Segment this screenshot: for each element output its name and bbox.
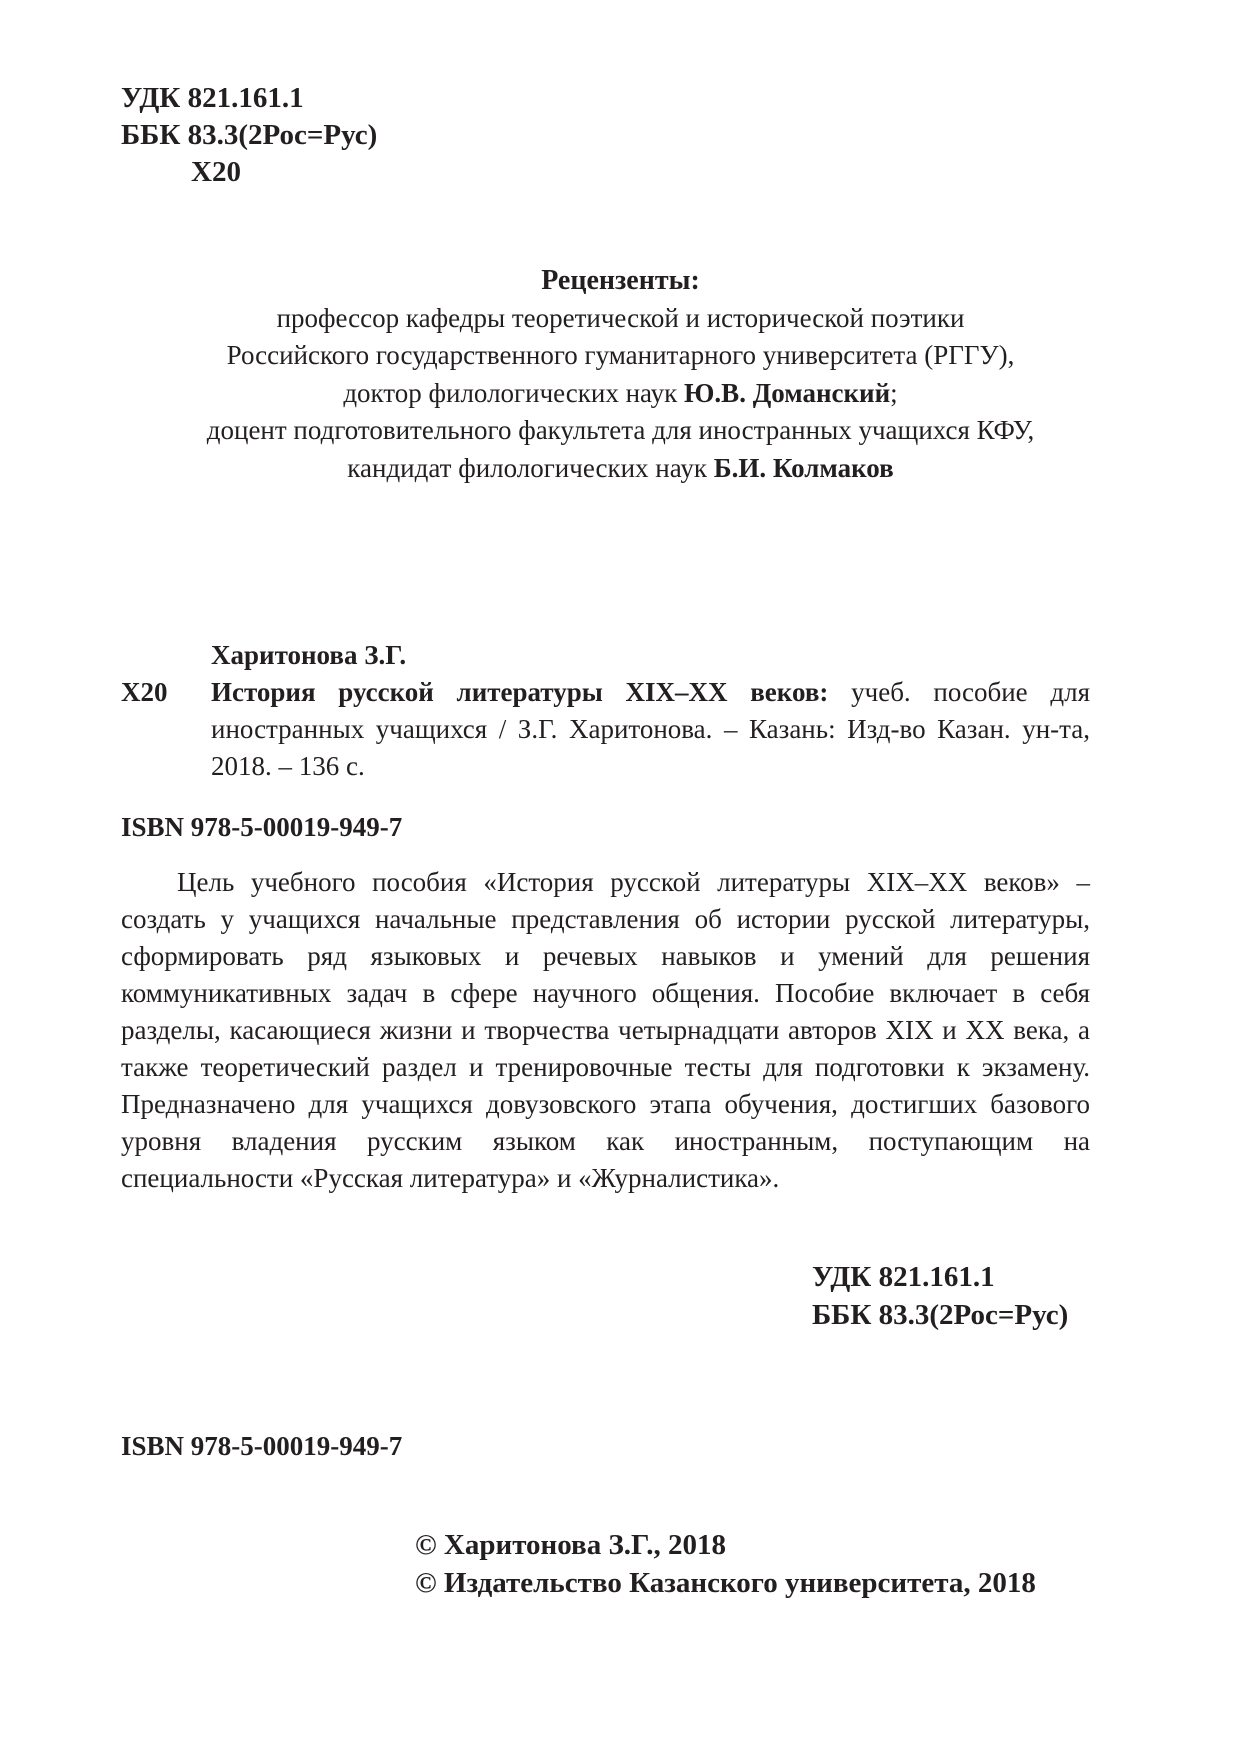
udk-code-bottom: УДК 821.161.1 bbox=[812, 1261, 995, 1293]
copyright-block bbox=[415, 1526, 1036, 1602]
copyright-author: © Харитонова З.Г., 2018 bbox=[415, 1529, 726, 1561]
record-details: учеб. пособие для иностранных учащихся / З.Г. Харитонова. – Казань: Изд-во Казан. ун-та, 2018. – 136 с. bbox=[211, 677, 1090, 781]
classification-block-top bbox=[121, 80, 377, 191]
reviewer-2-position: доцент подготовительного факультета для иностранных учащихся КФУ, bbox=[206, 415, 1035, 445]
udk-code: УДК 821.161.1 bbox=[121, 82, 304, 114]
record-author-mark: Х20 bbox=[121, 677, 168, 707]
author-mark: Х20 bbox=[191, 156, 241, 188]
reviewer-2-degree: кандидат филологических наук bbox=[347, 452, 707, 483]
record-description bbox=[211, 674, 1090, 785]
bbk-code-bottom: ББК 83.3(2Рос=Рус) bbox=[812, 1299, 1069, 1331]
reviewers-block bbox=[0, 262, 1241, 487]
classification-block-bottom bbox=[812, 1258, 1068, 1334]
record-row bbox=[121, 674, 1090, 785]
isbn-bottom: ISBN 978-5-00019-949-7 bbox=[121, 1431, 403, 1461]
reviewer-1-position: профессор кафедры теоретической и исторической поэтики bbox=[276, 302, 965, 333]
reviewer-1-degree: доктор филологических наук bbox=[343, 377, 678, 408]
isbn-top: ISBN 978-5-00019-949-7 bbox=[121, 812, 403, 842]
reviewer-2-name: Б.И. Колмаков bbox=[713, 452, 894, 483]
reviewer-1-end: ; bbox=[890, 377, 898, 408]
reviewers-heading: Рецензенты: bbox=[541, 265, 700, 296]
bibliographic-record bbox=[121, 637, 1090, 785]
record-title: История русской литературы XIX–XX веков: bbox=[211, 677, 829, 707]
reviewer-1-affiliation: Российского государственного гуманитарного университета (РГГУ), bbox=[226, 340, 1015, 370]
annotation: Цель учебного пособия «История русской литературы XIX–XX веков» – создать у учащихся начальные представления об истории русской литературы, сформировать ряд языковых и речевых навыков и умений для решения коммуникативных задач в сфере научного общения. Пособие включает в себя разделы, касающиеся жизни и творчества четырнадцати авторов XIX и XX века, а также теоретический раздел и тренировочные тесты для подготовки к экзамену. Предназначено для учащихся довузовского этапа обучения, достигших базового уровня владения русским языком как иностранным, поступающим на специальности «Русская литература» и «Журналистика». bbox=[121, 867, 1090, 1193]
reviewer-1-name: Ю.В. Доманский bbox=[684, 377, 891, 408]
reviewer-1-degree-line bbox=[0, 375, 1241, 413]
copyright-publisher: © Издательство Казанского университета, 2018 bbox=[415, 1567, 1036, 1599]
reviewer-2-degree-line bbox=[0, 450, 1241, 488]
bbk-code: ББК 83.3(2Рос=Рус) bbox=[121, 119, 378, 151]
record-author: Харитонова З.Г. bbox=[211, 640, 407, 670]
